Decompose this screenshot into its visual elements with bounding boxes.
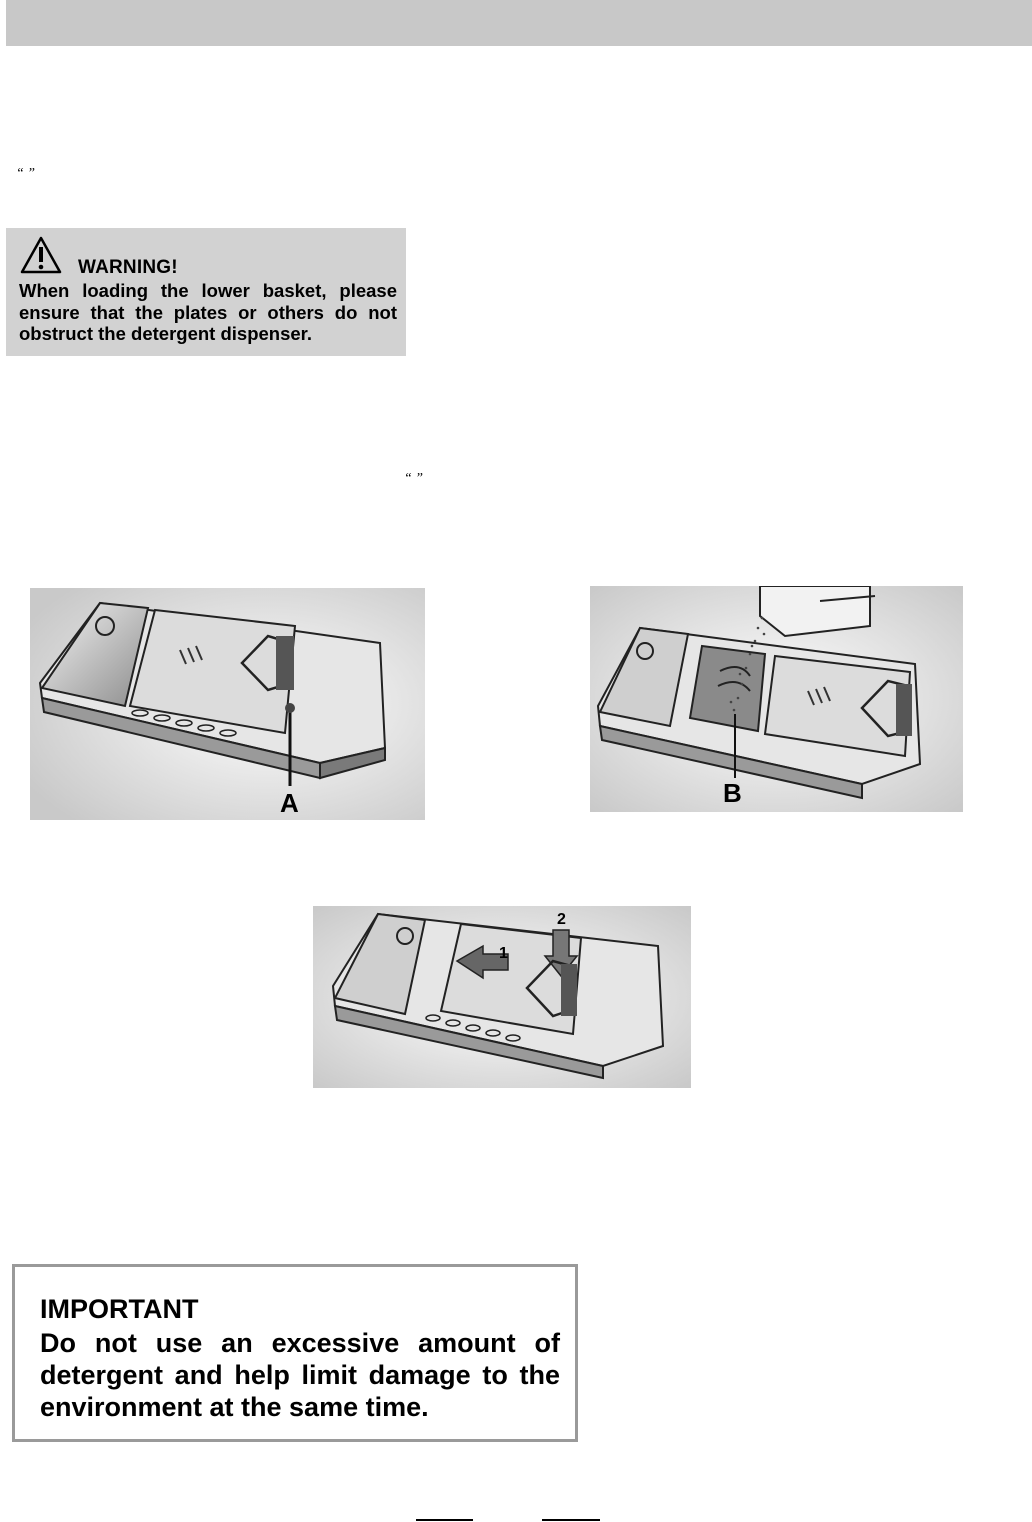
dispenser-closing-illustration xyxy=(313,906,691,1088)
footer-rule-left xyxy=(416,1519,473,1521)
warning-text: When loading the lower basket, please ensure that the plates or others do not obstruct the detergent dispenser. xyxy=(19,280,397,344)
warning-triangle-icon xyxy=(20,236,62,274)
label-a: A xyxy=(280,788,299,818)
footer-rule-right xyxy=(542,1519,600,1521)
warning-box xyxy=(6,228,406,356)
dispenser-filling-illustration xyxy=(590,586,963,812)
dispenser-closed-illustration xyxy=(30,588,425,820)
important-box xyxy=(12,1264,578,1442)
dispenser-figure-a xyxy=(30,588,425,820)
label-b: B xyxy=(723,778,742,808)
quoted-term-2: “ ” xyxy=(404,471,424,486)
dispenser-figure-close xyxy=(313,906,691,1088)
quoted-term-1: “ ” xyxy=(16,166,36,181)
important-text: Do not use an excessive amount of detergent and help limit damage to the environment at the same time. xyxy=(40,1328,560,1422)
header-bar xyxy=(6,0,1032,46)
dispenser-figure-b xyxy=(590,586,963,812)
label-step-2: 2 xyxy=(557,911,566,928)
label-step-1: 1 xyxy=(499,945,508,962)
warning-title: WARNING! xyxy=(78,257,178,278)
important-title: IMPORTANT xyxy=(40,1294,199,1324)
